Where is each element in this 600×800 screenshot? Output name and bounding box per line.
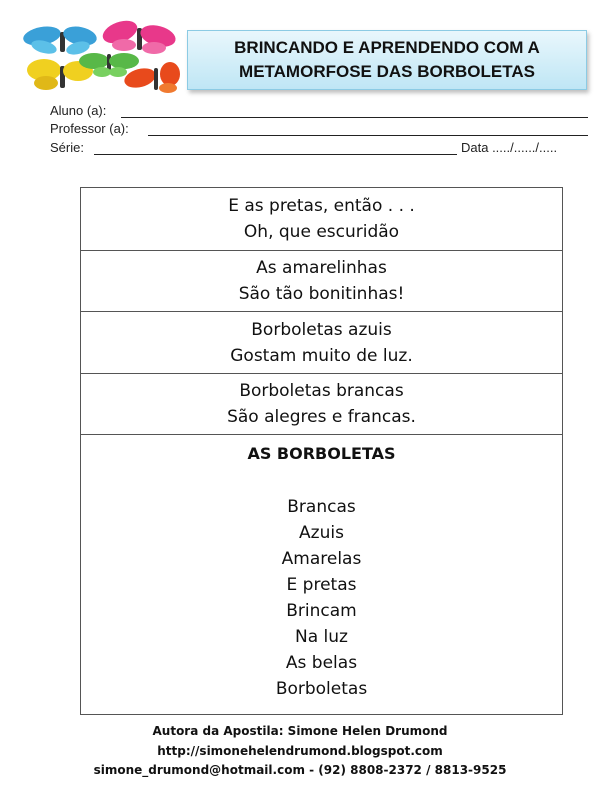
poem-line: E pretas [286,575,357,595]
stanza-line: Oh, que escuridão [243,222,400,242]
title-line-2: METAMORFOSE DAS BORBOLETAS [239,62,535,81]
poem-line: As belas [285,653,358,673]
poem-table [80,187,563,715]
footer-url[interactable]: http://simonehelendrumond.blogspot.com [157,744,443,758]
aluno-label: Aluno (a): [50,103,107,118]
stanza-line: São tão bonitinhas! [238,284,405,304]
poem-line: Amarelas [281,549,362,569]
data-label: Data ...../....../..... [461,140,558,155]
stanza-line: Gostam muito de luz. [230,345,413,366]
poem-line: Azuis [299,523,344,543]
stanza-line: As amarelinhas [256,258,387,278]
professor-label: Professor (a): [50,121,129,136]
serie-label: Série: [50,140,84,155]
poem-line: Brancas [287,497,356,517]
title-banner [187,30,587,90]
serie-line[interactable] [94,154,457,155]
stanza-line: E as pretas, então . . . [228,196,415,216]
final-poem-title: AS BORBOLETAS [247,444,396,463]
stanza-row [81,251,563,312]
stanza-line: Borboletas brancas [239,381,404,401]
stanza-row [81,188,563,251]
butterfly-pink-icon [100,16,178,54]
butterfly-blue-icon [22,24,98,57]
final-poem-row [81,435,563,715]
professor-line[interactable] [148,135,588,136]
poem-line: Na luz [295,627,348,647]
stanza-line: Borboletas azuis [251,319,392,340]
poem-line: Brincam [286,601,357,621]
aluno-line[interactable] [121,117,588,118]
poem-line: Borboletas [275,679,368,699]
title-line-1: BRINCANDO E APRENDENDO COM A [234,38,540,57]
stanza-row [81,312,563,374]
footer-author: Autora da Apostila: Simone Helen Drumond [152,724,448,738]
butterflies-illustration [22,16,180,94]
footer-contact: simone_drumond@hotmail.com - (92) 8808-2372 / 8813-9525 [93,763,507,777]
stanza-line: São alegres e francas. [227,407,416,427]
stanza-row [81,374,563,435]
